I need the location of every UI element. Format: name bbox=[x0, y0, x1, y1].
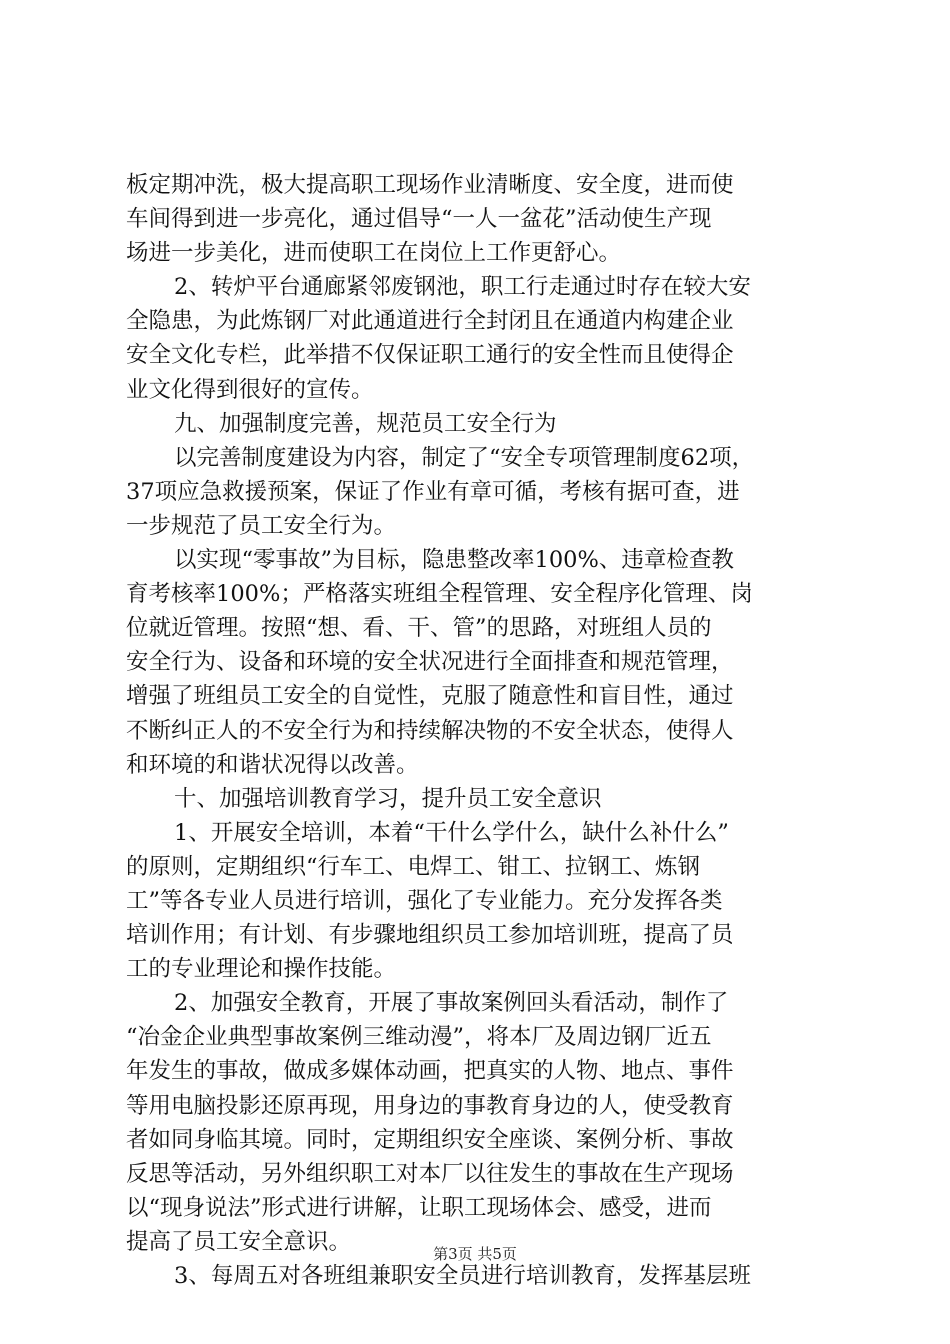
text-line: 2、加强安全教育，开展了事故案例回头看活动，制作了 bbox=[174, 990, 729, 1017]
text-line: 以完善制度建设为内容，制定了“安全专项管理制度62项， bbox=[174, 444, 755, 471]
text-line: 等用电脑投影还原再现，用身边的事教育身边的人，使受教育 bbox=[126, 1092, 734, 1119]
text-line: 年发生的事故，做成多媒体动画，把真实的人物、地点、事件 bbox=[126, 1058, 734, 1085]
text-line: 1、开展安全培训，本着“干什么学什么，缺什么补什么” bbox=[174, 819, 729, 846]
text-line: 37项应急救援预案，保证了作业有章可循，考核有据可查，进 bbox=[126, 478, 740, 505]
text-line: 场进一步美化，进而使职工在岗位上工作更舒心。 bbox=[126, 240, 622, 267]
text-line: 以实现“零事故”为目标，隐患整改率100%、违章检查教 bbox=[174, 547, 734, 574]
text-line: 的原则，定期组织“行车工、电焊工、钳工、拉钢工、炼钢 bbox=[126, 853, 701, 880]
text-line: 车间得到进一步亮化，通过倡导“一人一盆花”活动使生产现 bbox=[126, 206, 712, 233]
text-line: 全隐患，为此炼钢厂对此通道进行全封闭且在通道内构建企业 bbox=[126, 308, 734, 335]
document-body bbox=[126, 168, 826, 1293]
text-line: 十、加强培训教育学习，提升员工安全意识 bbox=[174, 785, 602, 812]
text-line: 九、加强制度完善，规范员工安全行为 bbox=[174, 410, 557, 437]
text-line: 业文化得到很好的宣传。 bbox=[126, 376, 374, 403]
text-line: 2、转炉平台通廊紧邻废钢池，职工行走通过时存在较大安 bbox=[174, 274, 751, 301]
text-line: “冶金企业典型事故案例三维动漫”，将本厂及周边钢厂近五 bbox=[126, 1024, 712, 1051]
text-line: 工”等各专业人员进行培训，强化了专业能力。充分发挥各类 bbox=[126, 887, 723, 914]
text-line: 育考核率100%；严格落实班组全程管理、安全程序化管理、岗 bbox=[126, 581, 753, 608]
text-line: 安全文化专栏，此举措不仅保证职工通行的安全性而且使得企 bbox=[126, 342, 734, 369]
text-line: 安全行为、设备和环境的安全状况进行全面排查和规范管理， bbox=[126, 649, 734, 676]
text-line: 以“现身说法”形式进行讲解，让职工现场体会、感受，进而 bbox=[126, 1194, 712, 1221]
text-line: 提高了员工安全意识。 bbox=[126, 1228, 352, 1255]
text-line: 者如同身临其境。同时，定期组织安全座谈、案例分析、事故 bbox=[126, 1126, 734, 1153]
text-line: 板定期冲洗，极大提高职工现场作业清晰度、安全度，进而使 bbox=[126, 172, 734, 198]
text-line: 增强了班组员工安全的自觉性，克服了随意性和盲目性，通过 bbox=[126, 683, 734, 710]
page-number-footer: 第3页 共5页 bbox=[433, 1245, 517, 1263]
text-line: 和环境的和谐状况得以改善。 bbox=[126, 751, 419, 778]
text-line: 反思等活动，另外组织职工对本厂以往发生的事故在生产现场 bbox=[126, 1160, 734, 1187]
text-line: 3、每周五对各班组兼职安全员进行培训教育，发挥基层班 bbox=[174, 1263, 751, 1289]
text-line: 培训作用；有计划、有步骤地组织员工参加培训班，提高了员 bbox=[126, 922, 734, 949]
text-line: 不断纠正人的不安全行为和持续解决物的不安全状态，使得人 bbox=[126, 717, 734, 744]
text-line: 工的专业理论和操作技能。 bbox=[126, 956, 397, 983]
text-line: 位就近管理。按照“想、看、干、管”的思路，对班组人员的 bbox=[126, 615, 712, 642]
text-line: 一步规范了员工安全行为。 bbox=[126, 512, 397, 539]
